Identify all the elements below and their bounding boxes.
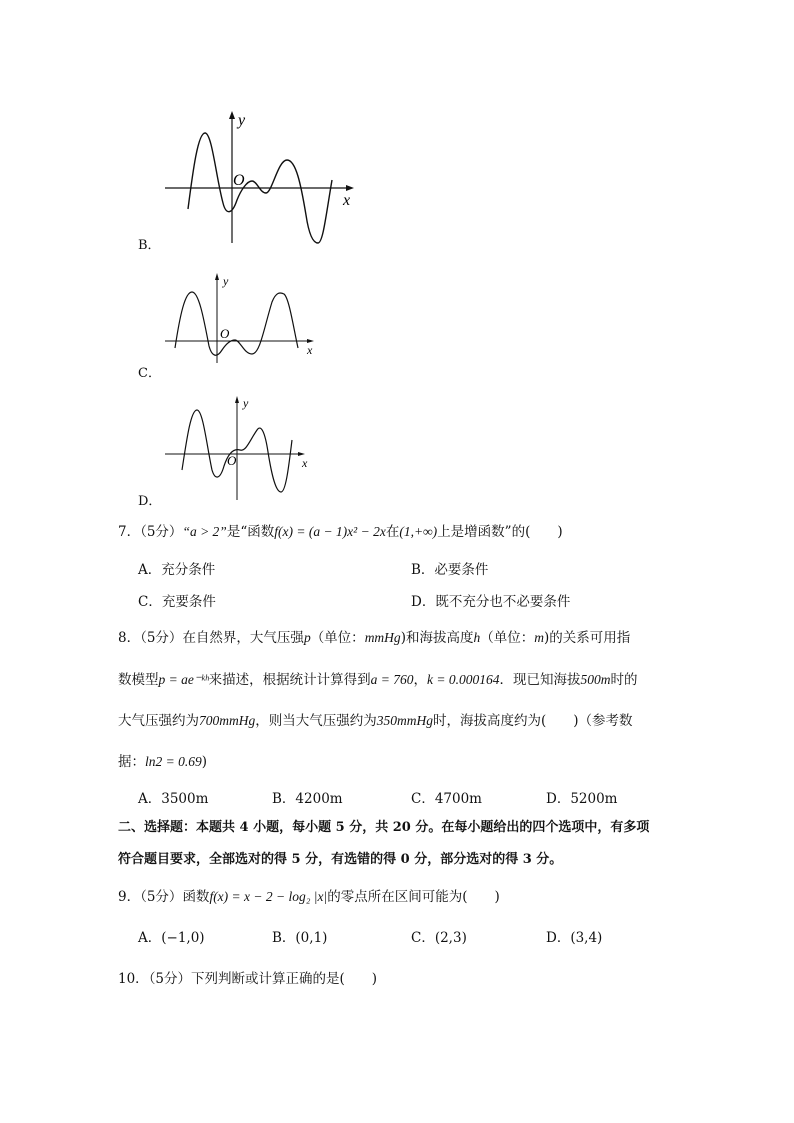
q8-pressure-700: 700mmHg bbox=[199, 713, 256, 728]
q8-text: ， bbox=[413, 672, 427, 688]
q8-pressure-350: 350mmHg bbox=[376, 713, 433, 728]
graph-b-svg bbox=[160, 105, 360, 245]
q8-text: 大气压强约为 bbox=[118, 713, 199, 729]
q8-option-a: A．3500m bbox=[138, 791, 209, 807]
q8-text: （单位： bbox=[310, 630, 365, 646]
graph-d-x-label: x bbox=[302, 456, 308, 470]
graph-b-y-label: y bbox=[238, 112, 246, 129]
q8-k-value: k = 0.000164 bbox=[426, 672, 500, 687]
q7-text-a: 是“函数 bbox=[226, 524, 275, 540]
q8-text: 时，海拔高度约为( )（参考数 bbox=[433, 713, 633, 729]
q8-option-b: B．4200m bbox=[272, 791, 343, 807]
question-8-line-2 bbox=[118, 670, 637, 690]
graph-c-y-label: y bbox=[223, 274, 229, 288]
option-b-label: B． bbox=[138, 238, 161, 253]
graph-d-y-arrow bbox=[235, 396, 239, 403]
q8-unit-m: m bbox=[534, 630, 544, 645]
q7-text-b: 在 bbox=[385, 524, 400, 540]
q10-text: 下列判断或计算正确的是( ) bbox=[191, 971, 378, 987]
graph-c-curve bbox=[175, 292, 298, 355]
q8-text: ．现已知海拔 bbox=[499, 672, 581, 688]
question-7-stem bbox=[118, 522, 563, 542]
q8-text: 来描述，根据统计计算得到 bbox=[208, 672, 371, 688]
graph-b-origin-label: O bbox=[233, 172, 245, 189]
q8-text: )的关系可用指 bbox=[543, 630, 631, 646]
q7-text-c: 上是增函数”的( ) bbox=[437, 524, 563, 540]
q7-number: 7． bbox=[118, 524, 141, 540]
graph-b-y-arrow bbox=[229, 111, 235, 119]
q8-unit-mmhg: mmHg bbox=[364, 630, 401, 645]
graph-b-x-arrow bbox=[346, 185, 354, 191]
q8-option-d: D．5200m bbox=[546, 791, 618, 807]
question-8-line-4 bbox=[118, 752, 207, 772]
graph-d-origin-label: O bbox=[227, 453, 237, 468]
q9-number: 9． bbox=[118, 889, 141, 905]
graph-c bbox=[160, 270, 330, 365]
q9-option-c: C．(2,3) bbox=[411, 930, 467, 946]
q7-option-c: C．充要条件 bbox=[138, 594, 216, 610]
q7-score: （5分） bbox=[140, 524, 183, 540]
graph-c-x-label: x bbox=[307, 343, 313, 357]
q7-option-b: B．必要条件 bbox=[411, 562, 489, 578]
q8-ln2: ln2 = 0.69 bbox=[145, 754, 202, 769]
option-c-label: C． bbox=[138, 366, 161, 381]
q8-text: ，则当大气压强约为 bbox=[255, 713, 377, 729]
q8-option-c: C．4700m bbox=[411, 791, 482, 807]
q9-option-d: D．(3,4) bbox=[546, 930, 603, 946]
q8-height-500: 500m bbox=[580, 672, 611, 687]
q8-a-value: a = 760 bbox=[370, 672, 414, 687]
q9-option-b: B．(0,1) bbox=[272, 930, 328, 946]
section-2-heading-line-2: 符合题目要求，全部选对的得 5 分，有选错的得 0 分，部分选对的得 3 分。 bbox=[118, 852, 563, 867]
section-2-heading-line-1: 二、选择题：本题共 4 小题，每小题 5 分，共 20 分。在每小题给出的四个选项中，有多项 bbox=[118, 820, 650, 835]
q7-option-d: D．既不充分也不必要条件 bbox=[411, 594, 571, 610]
q8-text: 在自然界，大气压强 bbox=[182, 630, 304, 646]
question-9-stem bbox=[118, 887, 500, 907]
q8-text: 据： bbox=[118, 754, 145, 770]
q7-interval: (1,+∞) bbox=[399, 524, 438, 539]
q9-score: （5分） bbox=[140, 889, 183, 905]
q8-model: p = ae⁻ᵏʰ bbox=[158, 672, 209, 687]
q8-text: 时的 bbox=[610, 672, 638, 688]
question-10-stem bbox=[118, 969, 377, 989]
q9-option-a: A．(−1,0) bbox=[138, 930, 205, 946]
q10-score: （5分） bbox=[148, 971, 192, 987]
q8-text: 数模型 bbox=[118, 672, 159, 688]
q8-var-p: p bbox=[303, 630, 311, 645]
graph-d bbox=[160, 392, 320, 502]
q7-condition: “a > 2” bbox=[182, 524, 227, 539]
q8-var-h: h bbox=[473, 630, 481, 645]
graph-b-x-label: x bbox=[343, 192, 351, 209]
q7-function: f(x) = (a − 1)x² − 2x bbox=[274, 524, 386, 539]
graph-d-y-label: y bbox=[243, 396, 249, 410]
q9-text: 函数 bbox=[182, 889, 210, 905]
q9-function: f(x) = x − 2 − log₂ |x| bbox=[209, 889, 328, 904]
q9-text: 的零点所在区间可能为( ) bbox=[327, 889, 500, 905]
option-d-label: D． bbox=[138, 494, 162, 509]
question-8-line-1 bbox=[118, 628, 630, 648]
graph-c-y-arrow bbox=[215, 273, 219, 280]
q7-option-a: A．充分条件 bbox=[138, 562, 216, 578]
q10-number: 10． bbox=[118, 971, 149, 987]
q8-text: )和海拔高度 bbox=[400, 630, 474, 646]
graph-d-svg bbox=[160, 392, 320, 502]
q8-number: 8． bbox=[118, 630, 141, 646]
graph-b bbox=[160, 105, 360, 245]
q8-text: ) bbox=[201, 754, 208, 770]
graph-c-origin-label: O bbox=[220, 326, 230, 341]
question-8-line-3 bbox=[118, 711, 633, 731]
graph-c-svg bbox=[160, 270, 330, 365]
q8-score: （5分） bbox=[140, 630, 183, 646]
q8-text: （单位： bbox=[480, 630, 535, 646]
